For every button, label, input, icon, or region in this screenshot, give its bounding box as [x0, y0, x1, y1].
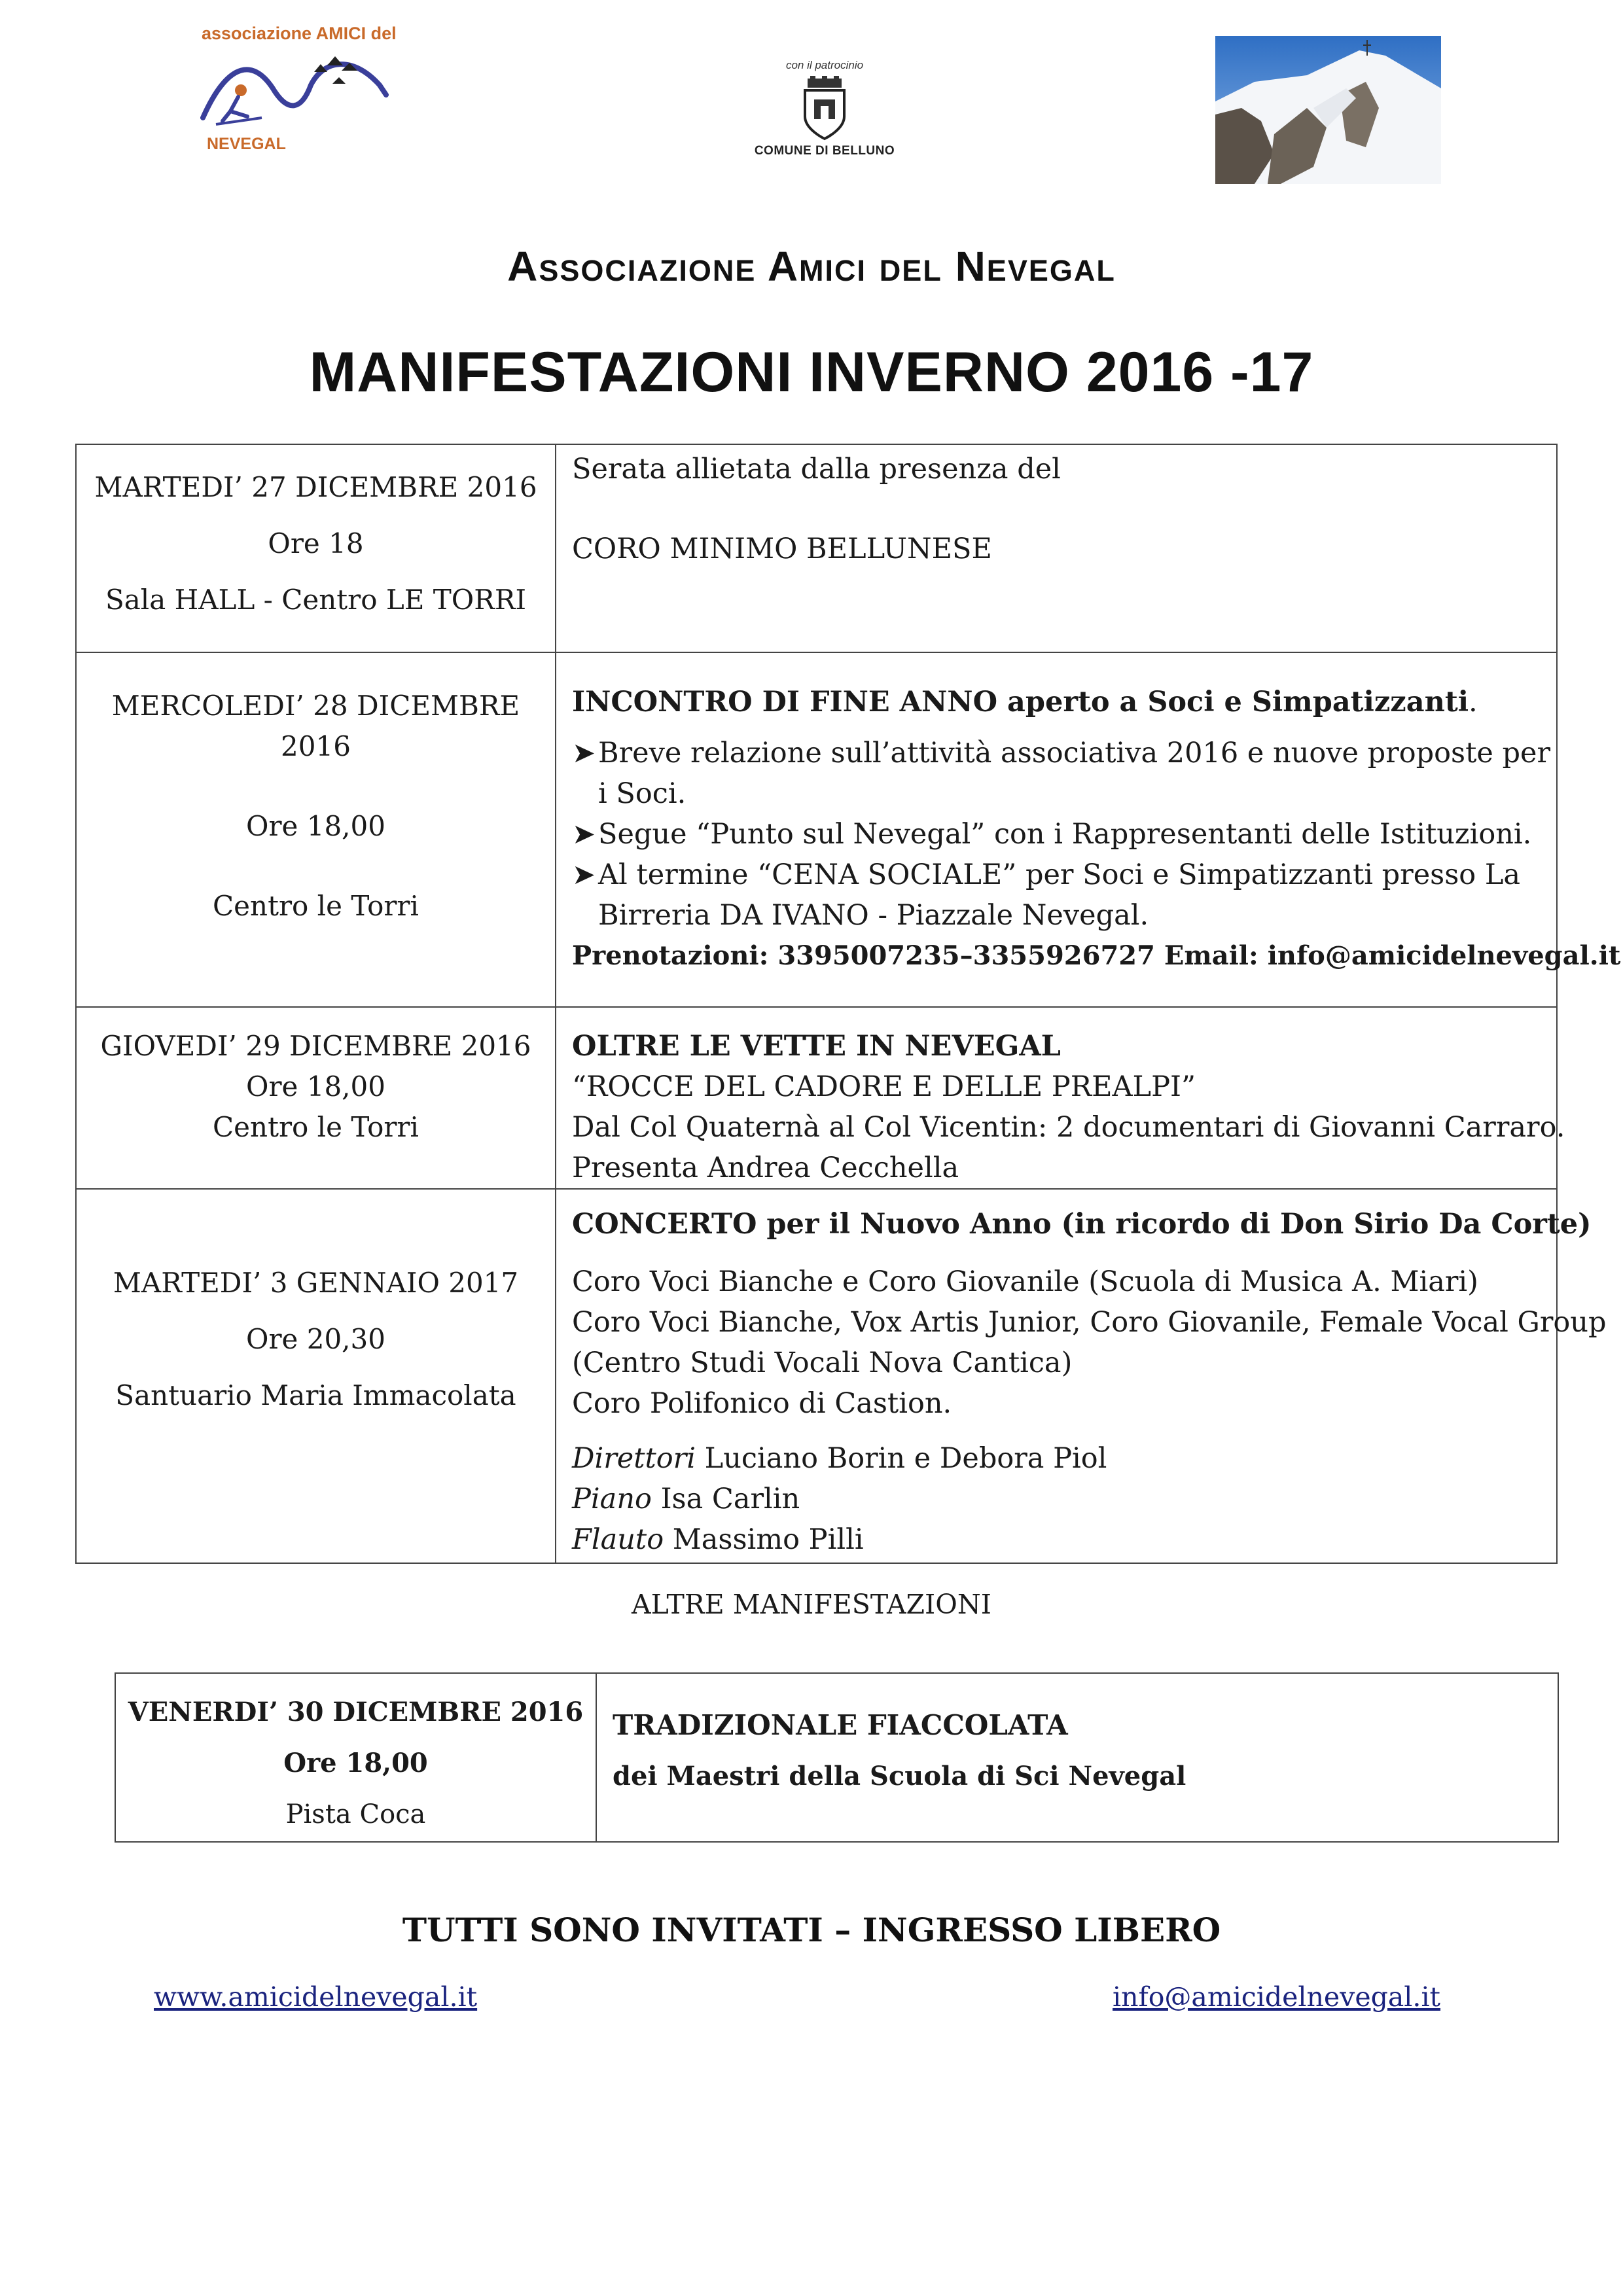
- association-title: Associazione Amici del Nevegal: [507, 243, 1116, 290]
- event-heading-end: .: [1469, 686, 1478, 718]
- event-text: Dal Col Quaternà al Col Vicentin: 2 documentari di Giovanni Carraro.: [572, 1111, 1565, 1144]
- comune-label: COMUNE DI BELLUNO: [754, 144, 895, 158]
- credit-line: [572, 1479, 1556, 1519]
- event-location: Centro le Torri: [213, 1111, 419, 1143]
- event-text: dei Maestri della Scuola di Sci Nevegal: [613, 1761, 1186, 1792]
- event-time: Ore 18,00: [283, 1748, 428, 1778]
- table-row: [76, 444, 1557, 652]
- arrow-bullet-icon: ➤: [572, 737, 596, 769]
- event-date-cell: [115, 1673, 596, 1842]
- event-text: Presenta Andrea Cecchella: [572, 1152, 959, 1184]
- coat-of-arms-icon: [798, 76, 851, 141]
- comune-logo: [726, 59, 923, 177]
- event-date: MARTEDI’ 3 GENNAIO 2017: [113, 1267, 519, 1299]
- association-logo: [190, 18, 406, 162]
- performer-line: Coro Polifonico di Castion.: [572, 1387, 952, 1420]
- email-link[interactable]: info@amicidelnevegal.it: [1113, 1981, 1441, 2013]
- booking-info: Prenotazioni: 3395007235–3355926727 Email: info@amicidelnevegal.it: [572, 940, 1621, 971]
- table-row: [115, 1673, 1558, 1842]
- performer-line: Coro Voci Bianche e Coro Giovanile (Scuola di Musica A. Miari): [572, 1265, 1478, 1298]
- event-time: Ore 18,00: [246, 1070, 385, 1103]
- event-date-cell: [76, 1007, 556, 1189]
- event-text: CORO MINIMO BELLUNESE: [572, 533, 992, 565]
- event-date-cell: [76, 652, 556, 1007]
- list-item: ➤ Breve relazione sull’attività associativa 2016 e nuove proposte per i Soci.: [572, 733, 1556, 814]
- event-time: Ore 18: [268, 527, 364, 559]
- event-location: Sala HALL - Centro LE TORRI: [105, 584, 527, 616]
- event-subtitle: “ROCCE DEL CADORE E DELLE PREALPI”: [572, 1070, 1196, 1103]
- performer-line: Coro Voci Bianche, Vox Artis Junior, Coro Giovanile, Female Vocal Group: [572, 1306, 1607, 1339]
- event-date: GIOVEDI’ 29 DICEMBRE 2016: [100, 1030, 531, 1062]
- invitation-text: TUTTI SONO INVITATI – INGRESSO LIBERO: [402, 1911, 1221, 1949]
- credit-name: Massimo Pilli: [664, 1523, 864, 1556]
- table-row: [76, 652, 1557, 1007]
- page-title: MANIFESTAZIONI INVERNO 2016 -17: [309, 341, 1314, 404]
- event-time: Ore 18,00: [246, 810, 385, 842]
- other-events-table: [115, 1672, 1559, 1843]
- event-location: Centro le Torri: [213, 890, 419, 922]
- website-link[interactable]: www.amicidelnevegal.it: [154, 1981, 478, 2013]
- event-date: 2016: [281, 730, 351, 762]
- patrocinio-label: con il patrocinio: [785, 59, 864, 71]
- event-description-cell: [556, 444, 1557, 652]
- event-date: VENERDI’ 30 DICEMBRE 2016: [128, 1697, 584, 1727]
- credit-line: [572, 1519, 1556, 1560]
- event-location: Santuario Maria Immacolata: [115, 1379, 516, 1411]
- credit-role: Direttori: [572, 1442, 696, 1475]
- credit-name: Isa Carlin: [651, 1483, 800, 1515]
- mountain-skier-icon: [190, 46, 406, 137]
- logo-association-text: associazione AMICI del: [202, 24, 397, 43]
- credit-line: [572, 1438, 1556, 1479]
- event-description-cell: [556, 652, 1621, 1007]
- event-heading: [572, 682, 1556, 722]
- snowy-mountain-image: [1215, 36, 1441, 184]
- logo-nevegal-text: NEVEGAL: [207, 135, 286, 153]
- credit-role: Piano: [572, 1483, 652, 1515]
- event-time: Ore 20,30: [246, 1323, 385, 1355]
- table-row: [76, 1007, 1557, 1189]
- event-description-cell: [596, 1673, 1558, 1842]
- event-date-cell: [76, 1189, 556, 1563]
- event-description-cell: [556, 1189, 1607, 1563]
- mountain-photo: [1215, 36, 1441, 184]
- list-item: ➤ Segue “Punto sul Nevegal” con i Rappresentanti delle Istituzioni.: [572, 814, 1556, 855]
- events-table: [75, 444, 1621, 1564]
- event-heading: OLTRE LE VETTE IN NEVEGAL: [572, 1030, 1061, 1063]
- table-row: [76, 1189, 1557, 1563]
- event-text: Serata allietata dalla presenza del: [572, 453, 1061, 486]
- arrow-bullet-icon: ➤: [572, 818, 596, 851]
- event-description-cell: [556, 1007, 1565, 1189]
- event-date-cell: [76, 444, 556, 652]
- event-heading-bold: INCONTRO DI FINE ANNO aperto a Soci e Simpatizzanti: [572, 686, 1469, 718]
- event-location: Pista Coca: [285, 1799, 426, 1829]
- performer-line: (Centro Studi Vocali Nova Cantica): [572, 1347, 1073, 1379]
- arrow-bullet-icon: ➤: [572, 858, 596, 891]
- event-heading: TRADIZIONALE FIACCOLATA: [613, 1709, 1068, 1741]
- event-heading: CONCERTO per il Nuovo Anno (in ricordo di Don Sirio Da Corte): [572, 1208, 1592, 1241]
- section-title: ALTRE MANIFESTAZIONI: [632, 1589, 991, 1620]
- list-item: ➤ Al termine “CENA SOCIALE” per Soci e Simpatizzanti presso La Birreria DA IVANO - Piazzale Nevegal.: [572, 855, 1556, 936]
- credit-name: Luciano Borin e Debora Piol: [696, 1442, 1107, 1475]
- event-date: MARTEDI’ 27 DICEMBRE 2016: [94, 471, 537, 503]
- event-date: MERCOLEDI’ 28 DICEMBRE: [111, 690, 520, 722]
- credit-role: Flauto: [572, 1523, 664, 1556]
